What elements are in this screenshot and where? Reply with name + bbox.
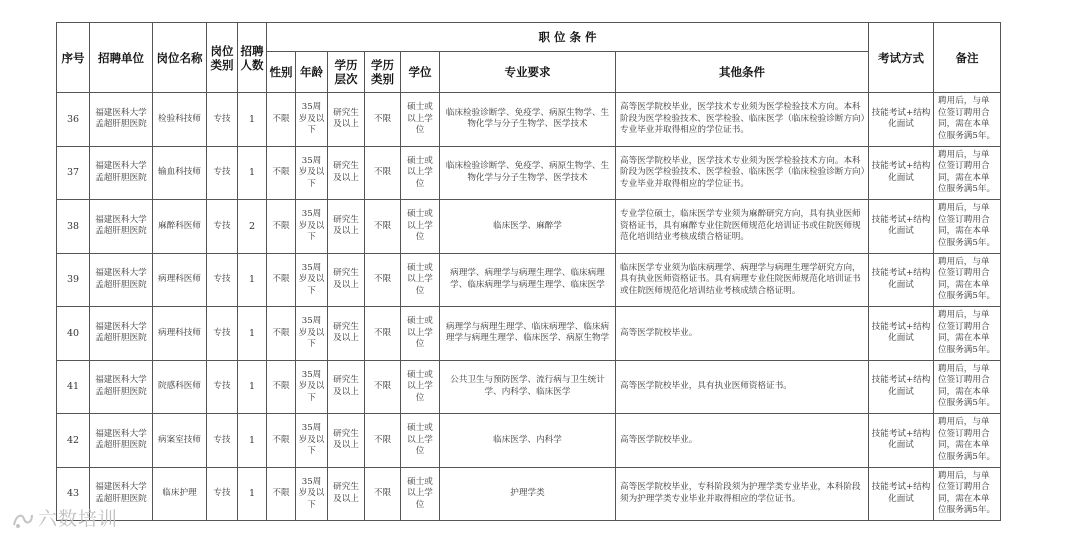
cell-category: 专技 xyxy=(207,253,238,307)
cell-exam: 技能考试+结构化面试 xyxy=(869,200,934,254)
cell-gender: 不限 xyxy=(267,467,296,521)
cell-edu-level: 研究生及以上 xyxy=(328,360,365,414)
cell-age: 35周岁及以下 xyxy=(296,360,328,414)
cell-edu-level: 研究生及以上 xyxy=(328,200,365,254)
header-remark: 备注 xyxy=(934,23,1001,93)
cell-edu-level: 研究生及以上 xyxy=(328,414,365,468)
header-conditions: 职 位 条 件 xyxy=(267,23,869,52)
cell-seq: 36 xyxy=(57,93,90,147)
table-row xyxy=(57,360,1001,414)
header-exam: 考试方式 xyxy=(869,23,934,93)
cell-count: 1 xyxy=(238,93,267,147)
cell-edu-level: 研究生及以上 xyxy=(328,93,365,147)
header-edu-type: 学历类别 xyxy=(365,52,401,93)
table-row xyxy=(57,307,1001,361)
cell-age: 35周岁及以下 xyxy=(296,200,328,254)
cell-seq: 37 xyxy=(57,146,90,200)
cell-degree: 硕士或以上学位 xyxy=(401,360,440,414)
cell-major: 病理学、病理学与病理生理学、临床病理学、临床病理学与病理生理学、临床医学 xyxy=(440,253,616,307)
watermark xyxy=(12,504,118,531)
cell-exam: 技能考试+结构化面试 xyxy=(869,253,934,307)
cell-gender: 不限 xyxy=(267,414,296,468)
cell-position: 病案室技师 xyxy=(153,414,207,468)
cell-age: 35周岁及以下 xyxy=(296,146,328,200)
cell-unit: 福建医科大学孟超肝胆医院 xyxy=(90,307,153,361)
table-row xyxy=(57,200,1001,254)
cell-degree: 硕士或以上学位 xyxy=(401,307,440,361)
cell-seq: 39 xyxy=(57,253,90,307)
cell-gender: 不限 xyxy=(267,146,296,200)
header-age: 年龄 xyxy=(296,52,328,93)
cell-edu-level: 研究生及以上 xyxy=(328,146,365,200)
cell-exam: 技能考试+结构化面试 xyxy=(869,146,934,200)
cell-degree: 硕士或以上学位 xyxy=(401,146,440,200)
cell-category: 专技 xyxy=(207,146,238,200)
cell-age: 35周岁及以下 xyxy=(296,93,328,147)
cell-exam: 技能考试+结构化面试 xyxy=(869,307,934,361)
table-row xyxy=(57,253,1001,307)
header-gender: 性别 xyxy=(267,52,296,93)
watermark-logo-icon xyxy=(12,511,34,529)
cell-other: 高等医学院校毕业，专科阶段须为护理学类专业毕业，本科阶段须为护理学类专业毕业并取得相应的学位证书。 xyxy=(616,467,869,521)
cell-count: 2 xyxy=(238,200,267,254)
cell-gender: 不限 xyxy=(267,307,296,361)
cell-seq: 40 xyxy=(57,307,90,361)
cell-position: 病理科技师 xyxy=(153,307,207,361)
cell-degree: 硕士或以上学位 xyxy=(401,253,440,307)
cell-gender: 不限 xyxy=(267,200,296,254)
header-count: 招聘人数 xyxy=(238,23,267,93)
cell-position: 病理科医师 xyxy=(153,253,207,307)
cell-category: 专技 xyxy=(207,93,238,147)
cell-seq: 41 xyxy=(57,360,90,414)
cell-edu-type: 不限 xyxy=(365,93,401,147)
cell-count: 1 xyxy=(238,360,267,414)
table-row xyxy=(57,414,1001,468)
cell-position: 检验科技师 xyxy=(153,93,207,147)
cell-exam: 技能考试+结构化面试 xyxy=(869,360,934,414)
cell-edu-type: 不限 xyxy=(365,253,401,307)
cell-count: 1 xyxy=(238,253,267,307)
cell-age: 35周岁及以下 xyxy=(296,307,328,361)
header-row-1 xyxy=(57,23,1001,52)
cell-degree: 硕士或以上学位 xyxy=(401,93,440,147)
cell-age: 35周岁及以下 xyxy=(296,414,328,468)
cell-count: 1 xyxy=(238,467,267,521)
cell-category: 专技 xyxy=(207,307,238,361)
cell-edu-type: 不限 xyxy=(365,360,401,414)
cell-exam: 技能考试+结构化面试 xyxy=(869,414,934,468)
cell-remark: 聘用后，与单位签订聘用合同，需在本单位服务满5年。 xyxy=(934,467,1001,521)
cell-degree: 硕士或以上学位 xyxy=(401,414,440,468)
cell-seq: 42 xyxy=(57,414,90,468)
cell-exam: 技能考试+结构化面试 xyxy=(869,93,934,147)
cell-degree: 硕士或以上学位 xyxy=(401,200,440,254)
cell-seq: 38 xyxy=(57,200,90,254)
header-category: 岗位类别 xyxy=(207,23,238,93)
cell-other: 高等医学院校毕业，医学技术专业须为医学检验技术方向。本科阶段为医学检验技术、医学检验、临床医学（临床检验诊断方向）专业毕业并取得相应的学位证书。 xyxy=(616,93,869,147)
cell-count: 1 xyxy=(238,414,267,468)
table-row xyxy=(57,146,1001,200)
cell-remark: 聘用后，与单位签订聘用合同，需在本单位服务满5年。 xyxy=(934,307,1001,361)
recruitment-table xyxy=(56,22,1001,521)
table-row xyxy=(57,93,1001,147)
cell-unit: 福建医科大学孟超肝胆医院 xyxy=(90,253,153,307)
cell-edu-type: 不限 xyxy=(365,307,401,361)
cell-unit: 福建医科大学孟超肝胆医院 xyxy=(90,360,153,414)
cell-edu-level: 研究生及以上 xyxy=(328,467,365,521)
cell-major: 临床检验诊断学、免疫学、病原生物学、生物化学与分子生物学、医学技术 xyxy=(440,93,616,147)
cell-remark: 聘用后，与单位签订聘用合同，需在本单位服务满5年。 xyxy=(934,93,1001,147)
cell-age: 35周岁及以下 xyxy=(296,467,328,521)
cell-edu-type: 不限 xyxy=(365,414,401,468)
header-major: 专业要求 xyxy=(440,52,616,93)
cell-other: 高等医学院校毕业。 xyxy=(616,307,869,361)
header-seq: 序号 xyxy=(57,23,90,93)
cell-remark: 聘用后，与单位签订聘用合同，需在本单位服务满5年。 xyxy=(934,146,1001,200)
cell-count: 1 xyxy=(238,146,267,200)
cell-gender: 不限 xyxy=(267,253,296,307)
cell-exam: 技能考试+结构化面试 xyxy=(869,467,934,521)
cell-position: 麻醉科医师 xyxy=(153,200,207,254)
cell-seq: 43 xyxy=(57,467,90,521)
cell-edu-type: 不限 xyxy=(365,200,401,254)
cell-major: 护理学类 xyxy=(440,467,616,521)
cell-unit: 福建医科大学孟超肝胆医院 xyxy=(90,200,153,254)
cell-remark: 聘用后，与单位签订聘用合同，需在本单位服务满5年。 xyxy=(934,414,1001,468)
cell-gender: 不限 xyxy=(267,360,296,414)
cell-other: 专业学位硕士，临床医学专业须为麻醉研究方向，具有执业医师资格证书，具有麻醉专业住院医师规范化培训证书或住院医师规范化培训结业考核成绩合格证明。 xyxy=(616,200,869,254)
cell-unit: 福建医科大学孟超肝胆医院 xyxy=(90,467,153,521)
header-edu-level: 学历层次 xyxy=(328,52,365,93)
cell-position: 输血科技师 xyxy=(153,146,207,200)
cell-unit: 福建医科大学孟超肝胆医院 xyxy=(90,414,153,468)
cell-unit: 福建医科大学孟超肝胆医院 xyxy=(90,146,153,200)
cell-category: 专技 xyxy=(207,360,238,414)
cell-edu-level: 研究生及以上 xyxy=(328,253,365,307)
cell-other: 高等医学院校毕业，具有执业医师资格证书。 xyxy=(616,360,869,414)
watermark-text: 六数培训 xyxy=(38,508,119,530)
cell-major: 病理学与病理生理学、临床病理学、临床病理学与病理生理学、临床医学、病原生物学 xyxy=(440,307,616,361)
cell-remark: 聘用后，与单位签订聘用合同，需在本单位服务满5年。 xyxy=(934,360,1001,414)
cell-position: 临床护理 xyxy=(153,467,207,521)
cell-category: 专技 xyxy=(207,414,238,468)
cell-major: 临床医学、内科学 xyxy=(440,414,616,468)
table-row xyxy=(57,467,1001,521)
cell-count: 1 xyxy=(238,307,267,361)
header-degree: 学位 xyxy=(401,52,440,93)
cell-category: 专技 xyxy=(207,200,238,254)
table-body xyxy=(57,93,1001,521)
cell-position: 院感科医师 xyxy=(153,360,207,414)
cell-other: 高等医学院校毕业，医学技术专业须为医学检验技术方向。本科阶段为医学检验技术、医学检验、临床医学（临床检验诊断方向）专业毕业并取得相应的学位证书。 xyxy=(616,146,869,200)
cell-other: 高等医学院校毕业。 xyxy=(616,414,869,468)
cell-edu-level: 研究生及以上 xyxy=(328,307,365,361)
header-unit: 招聘单位 xyxy=(90,23,153,93)
cell-edu-type: 不限 xyxy=(365,146,401,200)
cell-age: 35周岁及以下 xyxy=(296,253,328,307)
cell-category: 专技 xyxy=(207,467,238,521)
cell-major: 临床检验诊断学、免疫学、病原生物学、生物化学与分子生物学、医学技术 xyxy=(440,146,616,200)
cell-unit: 福建医科大学孟超肝胆医院 xyxy=(90,93,153,147)
cell-gender: 不限 xyxy=(267,93,296,147)
cell-edu-type: 不限 xyxy=(365,467,401,521)
cell-remark: 聘用后，与单位签订聘用合同，需在本单位服务满5年。 xyxy=(934,253,1001,307)
cell-degree: 硕士或以上学位 xyxy=(401,467,440,521)
cell-remark: 聘用后，与单位签订聘用合同，需在本单位服务满5年。 xyxy=(934,200,1001,254)
header-position: 岗位名称 xyxy=(153,23,207,93)
cell-major: 公共卫生与预防医学、流行病与卫生统计学、内科学、临床医学 xyxy=(440,360,616,414)
cell-other: 临床医学专业须为临床病理学、病理学与病理生理学研究方向，具有执业医师资格证书。具有病理专业住院医师规范化培训证书或住院医师规范化培训结业考核成绩合格证明。 xyxy=(616,253,869,307)
header-other: 其他条件 xyxy=(616,52,869,93)
cell-major: 临床医学、麻醉学 xyxy=(440,200,616,254)
